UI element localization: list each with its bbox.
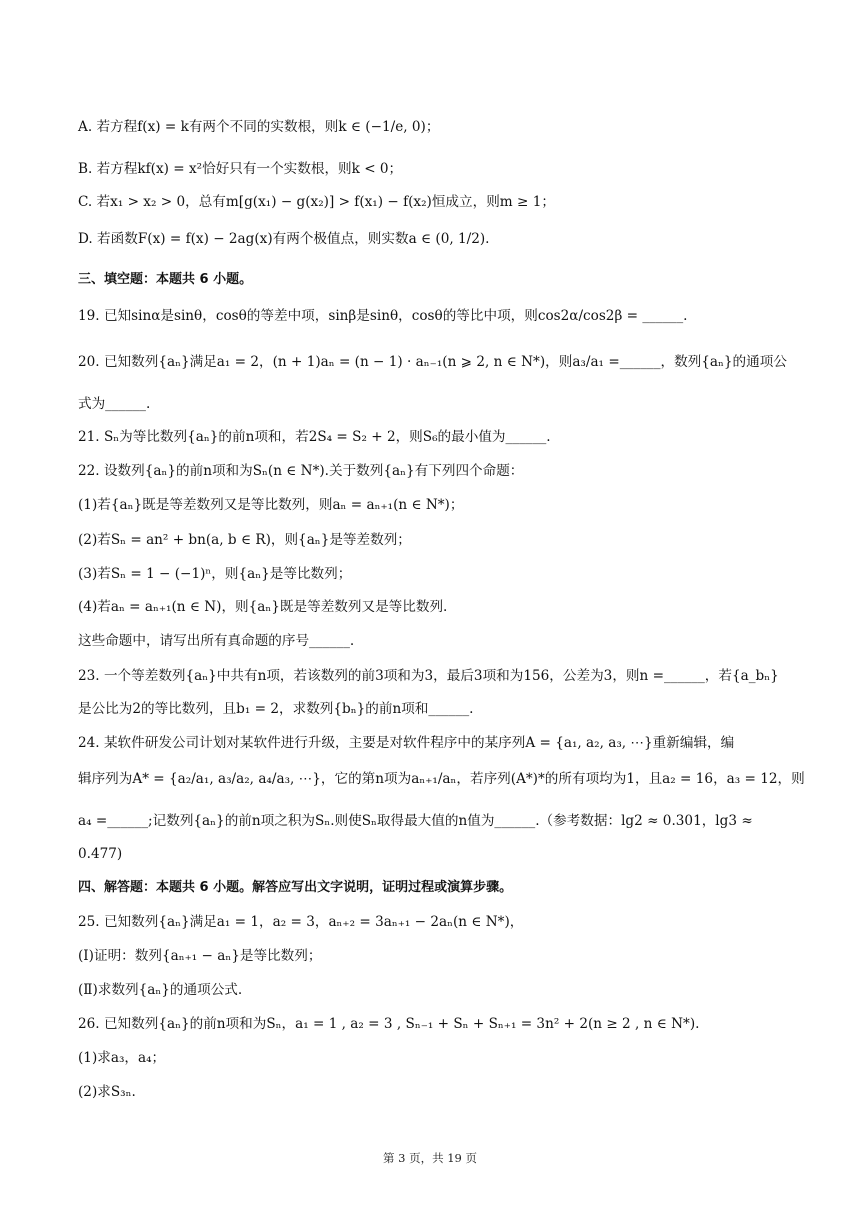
question-26: 26. 已知数列{aₙ}的前n项和为Sₙ，a₁ = 1 , a₂ = 3 , Sₙ₋₁ + Sₙ + Sₙ₊₁ = 3n² + 2(n ≥ 2 , n ∈ N*). xyxy=(78,1016,700,1032)
section-fill-in-title: 三、填空题：本题共 6 小题。 xyxy=(78,272,253,287)
question-24: 24. 某软件研发公司计划对某软件进行升级，主要是对软件程序中的某序列A = {a₁, a₂, a₃, ⋯}重新编辑，编 xyxy=(78,735,735,751)
question-25-part-2: (Ⅱ)求数列{aₙ}的通项公式. xyxy=(78,982,243,998)
question-20-cont: 式为______. xyxy=(78,396,151,412)
option-c: C. 若x₁ > x₂ > 0，总有m[g(x₁) − g(x₂)] > f(x₁) − f(x₂)恒成立，则m ≥ 1； xyxy=(78,194,555,210)
option-a: A. 若方程f(x) = k有两个不同的实数根，则k ∈ (−1/e, 0)； xyxy=(78,119,440,135)
section-solve-title: 四、解答题：本题共 6 小题。解答应写出文字说明，证明过程或演算步骤。 xyxy=(78,880,513,895)
question-23-cont: 是公比为2的等比数列，且b₁ = 2，求数列{bₙ}的前n项和______. xyxy=(78,701,474,717)
question-22-item-4: (4)若aₙ = aₙ₊₁(n ∈ N)，则{aₙ}既是等差数列又是等比数列. xyxy=(78,599,448,615)
question-19: 19. 已知sinα是sinθ，cosθ的等差中项，sinβ是sinθ，cosθ的等比中项，则cos2α/cos2β = ______. xyxy=(78,308,688,324)
question-22-item-2: (2)若Sₙ = an² + bn(a, b ∈ R)，则{aₙ}是等差数列； xyxy=(78,532,411,548)
page-number: 第 3 页，共 19 页 xyxy=(382,1151,478,1165)
option-d: D. 若函数F(x) = f(x) − 2ag(x)有两个极值点，则实数a ∈ (0, 1/2). xyxy=(78,231,490,247)
question-24-line-4: 0.477) xyxy=(78,846,123,862)
question-21: 21. Sₙ为等比数列{aₙ}的前n项和，若2S₄ = S₂ + 2，则S₆的最小值为______. xyxy=(78,429,551,445)
question-22-item-3: (3)若Sₙ = 1 − (−1)ⁿ，则{aₙ}是等比数列； xyxy=(78,566,352,582)
question-24-line-2: 辑序列为A* = {a₂/a₁, a₃/a₂, a₄/a₃, ⋯}，它的第n项为aₙ₊₁/aₙ，若序列(A*)*的所有项均为1，且a₂ = 16，a₃ = 12，则 xyxy=(78,771,805,787)
question-26-part-2: (2)求S₃ₙ. xyxy=(78,1084,136,1100)
question-22: 22. 设数列{aₙ}的前n项和为Sₙ(n ∈ N*).关于数列{aₙ}有下列四个命题： xyxy=(78,463,524,479)
question-22-item-1: (1)若{aₙ}既是等差数列又是等比数列，则aₙ = aₙ₊₁(n ∈ N*)； xyxy=(78,497,464,513)
question-25-part-1: (Ⅰ)证明：数列{aₙ₊₁ − aₙ}是等比数列； xyxy=(78,948,322,964)
question-23: 23. 一个等差数列{aₙ}中共有n项，若该数列的前3项和为3，最后3项和为156，公差为3，则n =______，若{a_bₙ} xyxy=(78,668,779,684)
question-20: 20. 已知数列{aₙ}满足a₁ = 2，(n + 1)aₙ = (n − 1) · aₙ₋₁(n ⩾ 2, n ∈ N*)，则a₃/a₁ =______，数列{aₙ}的通项公 xyxy=(78,354,787,370)
question-24-line-3: a₄ =______;记数列{aₙ}的前n项之积为Sₙ.则使Sₙ取得最大值的n值为______.（参考数据：lg2 ≈ 0.301，lg3 ≈ xyxy=(78,813,753,829)
option-b: B. 若方程kf(x) = x²恰好只有一个实数根，则k < 0； xyxy=(78,161,403,177)
question-26-part-1: (1)求a₃，a₄； xyxy=(78,1050,166,1066)
question-22-prompt: 这些命题中，请写出所有真命题的序号______. xyxy=(78,633,355,649)
question-25: 25. 已知数列{aₙ}满足a₁ = 1，a₂ = 3，aₙ₊₂ = 3aₙ₊₁ − 2aₙ(n ∈ N*)， xyxy=(78,914,524,930)
